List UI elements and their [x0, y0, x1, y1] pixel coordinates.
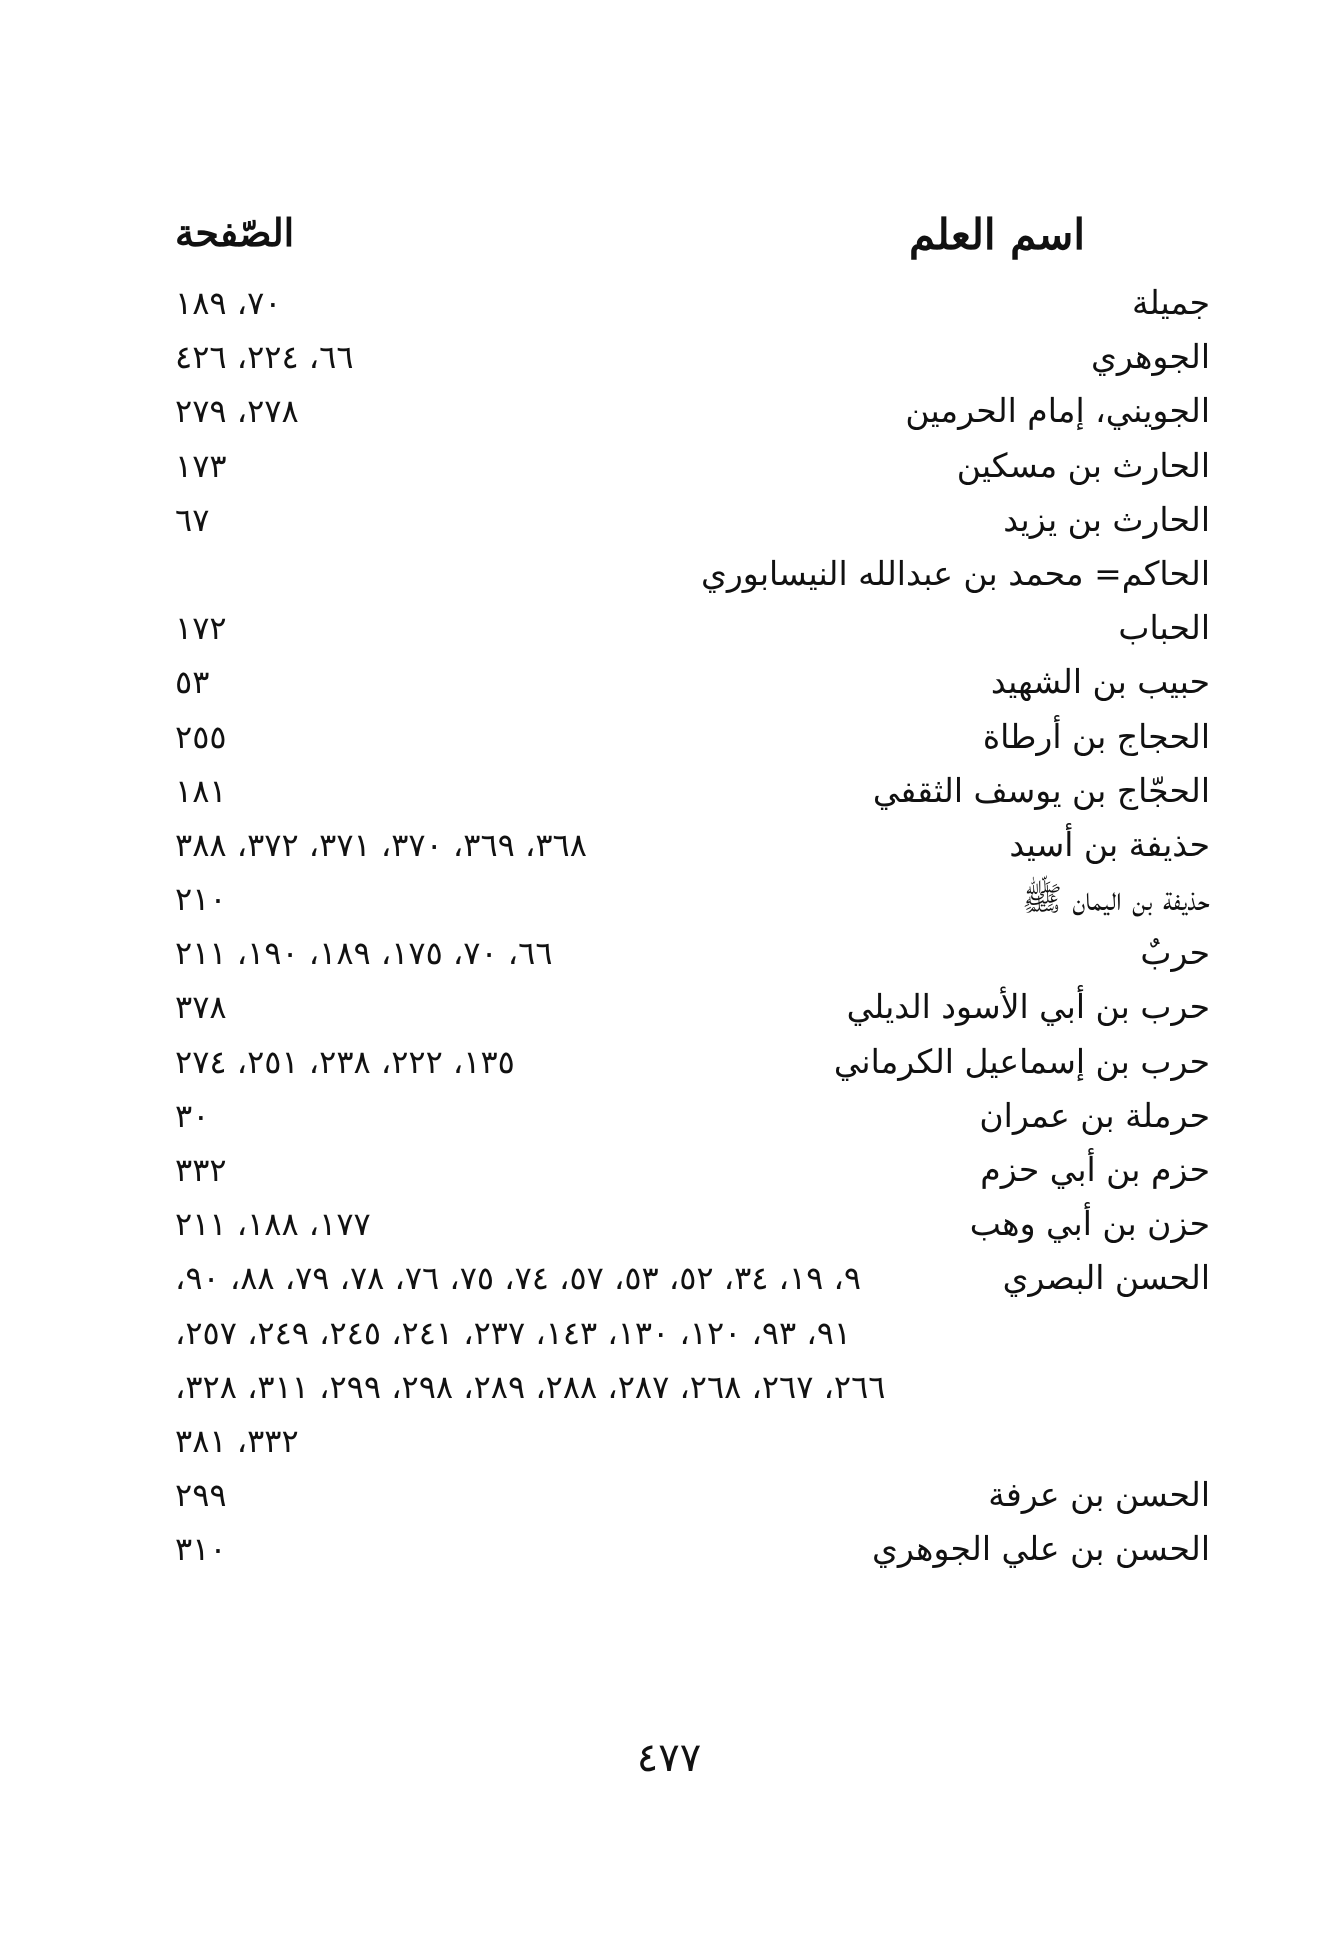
entry-name: الجويني، إمام الحرمين: [905, 391, 1210, 431]
index-entry: [175, 1091, 1210, 1145]
entry-pages: ٦٧: [175, 500, 210, 539]
entry-name: الحسن بن عرفة: [988, 1474, 1210, 1514]
index-entry: [175, 386, 1210, 440]
entry-name: حزن بن أبي وهب: [969, 1204, 1210, 1244]
index-entry-continuation: [175, 1308, 1210, 1362]
index-entry: [175, 982, 1210, 1036]
index-entry: [175, 1037, 1210, 1091]
index-entry-continuation: [175, 1416, 1210, 1470]
entry-name: الحسن البصري: [1002, 1258, 1210, 1298]
entry-name: الحاكم= محمد بن عبدالله النيسابوري: [701, 553, 1210, 593]
entry-name: الحجاج بن أرطاة: [982, 716, 1210, 756]
entry-name: الحارث بن يزيد: [1003, 499, 1210, 539]
entry-pages: ٧٠، ١٨٩: [175, 284, 282, 322]
entry-pages: ١٧٣: [175, 446, 227, 485]
entry-pages: ٢٥٥: [175, 717, 227, 756]
entry-name: حرب بن إسماعيل الكرماني: [833, 1041, 1210, 1081]
entry-pages: ٥٣: [175, 663, 210, 702]
entry-pages: ١٧٢: [175, 609, 227, 648]
entry-pages: ٣٣٢: [175, 1151, 227, 1189]
entry-name: جميلة: [1131, 283, 1210, 322]
entry-name: الحجّاج بن يوسف الثقفي: [872, 770, 1210, 810]
entry-pages: ٩١، ٩٣، ١٢٠، ١٣٠، ١٤٣، ٢٣٧، ٢٤١، ٢٤٥، ٢٤٩، ٢٥٧،: [175, 1313, 852, 1352]
entry-name: الجوهري: [1090, 337, 1210, 377]
entry-pages: ٦٦، ٢٢٤، ٤٢٦: [175, 338, 354, 377]
entry-pages: ٣٣٢، ٣٨١: [175, 1421, 299, 1460]
entry-pages: ١٣٥، ٢٢٢، ٢٣٨، ٢٥١، ٢٧٤: [175, 1042, 515, 1081]
entry-pages: ٢٦٦، ٢٦٧، ٢٦٨، ٢٨٧، ٢٨٨، ٢٨٩، ٢٩٨، ٢٩٩، ٣١١، ٣٢٨،: [175, 1367, 886, 1406]
entry-pages: ١٨١: [175, 771, 227, 810]
index-entry: [175, 766, 1210, 820]
entry-name: حزم بن أبي حزم: [980, 1150, 1210, 1189]
index-entry: [175, 1470, 1210, 1524]
entry-name: حرملة بن عمران: [979, 1095, 1210, 1135]
entry-pages: ٢٩٩: [175, 1475, 227, 1514]
entry-pages: ٣٠: [175, 1096, 210, 1135]
index-entry: [175, 657, 1210, 711]
entry-pages: ٢٧٨، ٢٧٩: [175, 392, 299, 431]
entry-pages: ٩، ١٩، ٣٤، ٥٢، ٥٣، ٥٧، ٧٤، ٧٥، ٧٦، ٧٨، ٧٩، ٨٨، ٩٠،: [175, 1259, 862, 1298]
index-list: [175, 278, 1210, 1578]
page-number: ٤٧٧: [636, 1735, 702, 1781]
index-entry: [175, 1253, 1210, 1307]
index-entry: [175, 441, 1210, 495]
entry-name: حذيفة بن اليمان ﷺ: [1022, 879, 1210, 919]
index-entry: [175, 712, 1210, 766]
entry-name: حرب بن أبي الأسود الديلي: [846, 987, 1210, 1027]
index-header: [175, 210, 1210, 270]
column-header-pages: الصّفحة: [175, 210, 295, 255]
entry-pages: ١٧٧، ١٨٨، ٢١١: [175, 1205, 371, 1244]
entry-pages: ٣١٠: [175, 1529, 227, 1568]
index-entry: [175, 278, 1210, 332]
entry-name: الحباب: [1118, 608, 1210, 648]
index-entry: [175, 332, 1210, 386]
index-entry: [175, 1199, 1210, 1253]
entry-name: الحارث بن مسكين: [956, 445, 1210, 485]
index-entry: [175, 1145, 1210, 1199]
column-header-name: اسم العلم: [908, 210, 1085, 259]
index-entry: [175, 495, 1210, 549]
entry-pages: ٣٧٨: [175, 988, 227, 1027]
entry-pages: ٦٦، ٧٠، ١٧٥، ١٨٩، ١٩٠، ٢١١: [175, 934, 553, 973]
entry-name: حبيب بن الشهيد: [990, 662, 1210, 702]
index-entry: [175, 1524, 1210, 1578]
index-entry: [175, 928, 1210, 982]
entry-pages: ٢١٠: [175, 880, 227, 919]
index-entry: [175, 820, 1210, 874]
index-entry: [175, 874, 1210, 928]
entry-name: الحسن بن علي الجوهري: [872, 1528, 1210, 1568]
entry-name: حربٌ: [1140, 933, 1210, 973]
entry-pages: ٣٦٨، ٣٦٩، ٣٧٠، ٣٧١، ٣٧٢، ٣٨٨: [175, 825, 587, 864]
index-entry: [175, 549, 1210, 603]
entry-name: حذيفة بن أسيد: [1009, 824, 1210, 864]
index-entry-continuation: [175, 1362, 1210, 1416]
index-entry: [175, 603, 1210, 657]
